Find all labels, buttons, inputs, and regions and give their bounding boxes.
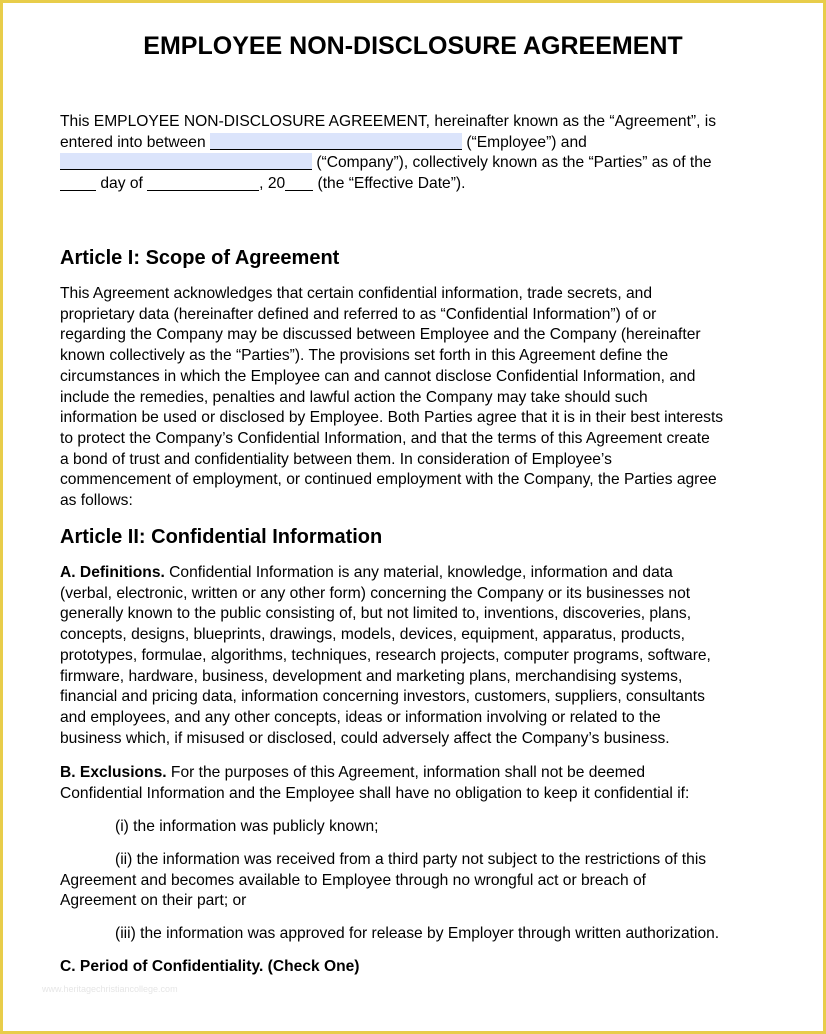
definitions-text: Confidential Information is any material, knowledge, information and data bbox=[164, 564, 673, 581]
exclusions-label: B. Exclusions. bbox=[60, 764, 167, 781]
article-1-line: circumstances in which the Employee can and cannot disclose Confidential Information, and bbox=[60, 367, 696, 385]
article-1-line: regarding the Company may be discussed between Employee and the Company (hereinafter bbox=[60, 326, 701, 344]
exclusion-ii-line: Agreement and becomes available to Employee through no wrongful act or breach of bbox=[60, 871, 646, 889]
definitions-section bbox=[60, 563, 780, 749]
article-1-heading: Article I: Scope of Agreement bbox=[60, 247, 340, 269]
period-of-confidentiality bbox=[60, 957, 780, 978]
exclusion-ii-line: Agreement on their part; or bbox=[60, 892, 247, 910]
document-title: EMPLOYEE NON-DISCLOSURE AGREEMENT bbox=[143, 32, 683, 60]
intro-day-label: day of bbox=[100, 175, 143, 192]
month-field[interactable] bbox=[147, 174, 259, 191]
intro-line-2 bbox=[60, 133, 587, 154]
intro-effective-date-label: (the “Effective Date”). bbox=[317, 175, 466, 192]
intro-line-3 bbox=[60, 153, 712, 174]
definitions-label: A. Definitions. bbox=[60, 564, 165, 581]
intro-company-label: (“Company”), collectively known as the “Parties” as of the bbox=[316, 154, 712, 171]
intro-line-4 bbox=[60, 174, 465, 195]
exclusion-iii-text: (iii) the information was approved for release by Employer through written authorization. bbox=[115, 925, 720, 942]
period-label: C. Period of Confidentiality. (Check One) bbox=[60, 958, 360, 975]
exclusion-i-text: (i) the information was publicly known; bbox=[115, 818, 379, 835]
article-1-line: information be used or disclosed by Employee. Both Parties agree that it is in their best interests bbox=[60, 409, 724, 427]
article-1-line: commencement of employment, or continued employment with the Company, the Parties agree bbox=[60, 471, 717, 489]
article-1-line: proprietary data (hereinafter defined and referred to as “Confidential Information”) of or bbox=[60, 305, 657, 323]
intro-year-prefix: , 20 bbox=[259, 175, 286, 192]
company-name-field[interactable] bbox=[60, 153, 312, 170]
employee-name-field[interactable] bbox=[210, 133, 462, 150]
article-1-line: as follows: bbox=[60, 492, 133, 510]
definitions-line: firmware, hardware, business, development and marketing plans, merchandising systems, bbox=[60, 667, 683, 685]
article-1-line: to protect the Company’s Confidential Information, and that the terms of this Agreement create bbox=[60, 429, 710, 447]
article-1-line: known collectively as the “Parties”). The provisions set forth in this Agreement define the bbox=[60, 347, 669, 365]
article-1-line: include the remedies, penalties and lawful action the Company may take should such bbox=[60, 388, 648, 406]
definitions-line: business which, if misused or disclosed, could adversely affect the Company’s business. bbox=[60, 729, 670, 747]
day-field[interactable] bbox=[60, 174, 96, 191]
intro-line-1: This EMPLOYEE NON-DISCLOSURE AGREEMENT, hereinafter known as the “Agreement”, is bbox=[60, 113, 717, 130]
year-field[interactable] bbox=[285, 174, 313, 191]
article-2-heading: Article II: Confidential Information bbox=[60, 526, 383, 548]
exclusion-i bbox=[60, 817, 780, 838]
definitions-line bbox=[60, 563, 780, 584]
definitions-line: concepts, designs, blueprints, drawings, models, devices, equipment, apparatus, products, bbox=[60, 626, 685, 644]
exclusion-ii-line: (ii) the information was received from a third party not subject to the restrictions of this bbox=[115, 851, 707, 868]
definitions-line: (verbal, electronic, written or any other form) concerning the Company or its businesses not bbox=[60, 584, 691, 602]
intro-employee-label: (“Employee”) and bbox=[466, 134, 587, 151]
intro-entered-label: entered into between bbox=[60, 134, 206, 151]
definitions-line: generally known to the public consisting of, but not limited to, inventions, discoveries, plans, bbox=[60, 605, 692, 623]
watermark: www.heritagechristiancollege.com bbox=[42, 984, 178, 994]
definitions-line: prototypes, formulae, algorithms, techniques, research projects, computer programs, software, bbox=[60, 646, 711, 664]
exclusions-line: Confidential Information and the Employee shall have no obligation to keep it confidential if: bbox=[60, 784, 690, 802]
exclusions-section bbox=[60, 763, 780, 804]
exclusion-ii bbox=[60, 850, 780, 912]
definitions-line: and employees, and any other concepts, ideas or information involving or related to the bbox=[60, 708, 661, 726]
exclusions-line bbox=[60, 763, 780, 784]
exclusions-text: For the purposes of this Agreement, information shall not be deemed bbox=[166, 764, 646, 781]
exclusion-iii bbox=[60, 924, 780, 945]
article-1-line: a bond of trust and confidentiality between them. In consideration of Employee’s bbox=[60, 450, 612, 468]
article-1-line: This Agreement acknowledges that certain confidential information, trade secrets, and bbox=[60, 285, 653, 302]
definitions-line: financial and pricing data, information concerning investors, customers, suppliers, consultants bbox=[60, 688, 705, 706]
article-1-body bbox=[60, 284, 780, 512]
